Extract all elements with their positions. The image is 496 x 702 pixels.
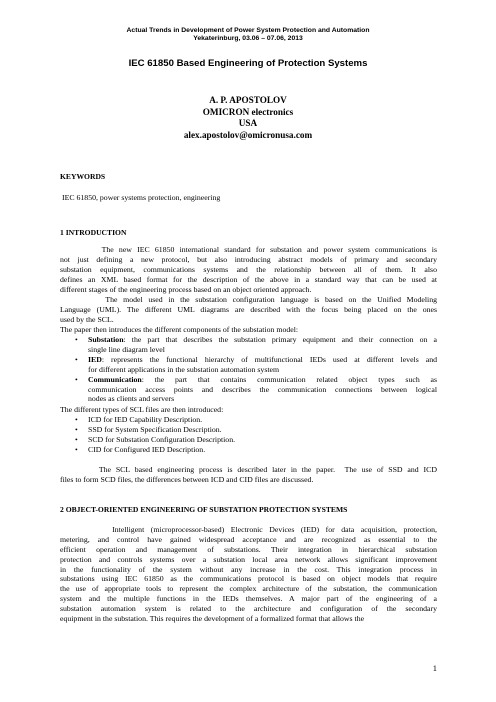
component-line xyxy=(88,345,437,355)
paragraph-line: The paper then introduces the different components of the substation model: xyxy=(60,325,299,334)
paragraph-line: system and the multiple functions in the IEDs themselves. A major part of the engineering of a xyxy=(60,594,437,604)
section1-heading: 1 INTRODUCTION xyxy=(60,228,127,237)
section1-paragraph1 xyxy=(60,245,437,294)
component-line xyxy=(88,335,437,345)
component-list-item xyxy=(60,335,437,355)
scl-file-description: SSD for System Specification Description. xyxy=(88,424,222,434)
component-description: single line diagram level xyxy=(88,344,165,354)
paragraph-line: Intelligent (microprocessor-based) Electronic Devices (IED) for data acquisition, protection, xyxy=(60,525,437,534)
keywords-text xyxy=(62,193,439,203)
paragraph-line: The model used in the substation configuration language is based on the Unified Modeling xyxy=(60,295,437,304)
paragraph-line: equipment in the substation. This requires the development of a formalized format that allows the xyxy=(60,614,365,624)
component-line xyxy=(88,365,437,375)
component-line xyxy=(88,385,437,395)
bullet-icon: • xyxy=(75,415,78,424)
paragraph-line: The new IEC 61850 international standard for substation and power system communications is xyxy=(60,245,437,254)
author-organization: OMICRON electronics xyxy=(202,106,294,117)
paragraph-line: metering, and control have gained widespread acceptance and are recognized as essential to the xyxy=(60,534,437,544)
paragraph-line: defines an XML based format for the description of the above in a standard way that can be used at xyxy=(60,274,437,284)
component-description: : represents the functional hierarchy of multifunctional IEDs used at different levels and xyxy=(101,354,437,364)
component-description: communication access points and describes the communication connections between logical xyxy=(88,384,437,394)
scl-file-types-list xyxy=(60,415,437,455)
paragraph-line: substation automation system is related to the architecture and configuration of the secondary xyxy=(60,604,437,614)
component-description: for different applications in the substation automation system xyxy=(88,364,280,374)
author-country: USA xyxy=(238,118,258,128)
paragraph-line: the use of appropriate tools to represent the complex architecture of the substation, the communication xyxy=(60,584,437,594)
component-list-item xyxy=(60,375,437,405)
paragraph-line: The SCL based engineering process is described later in the paper. The use of SSD and ICD xyxy=(60,465,437,474)
paragraph-line: The different types of SCL files are then introduced: xyxy=(60,405,224,414)
paragraph-line: protection and controls systems over a substation local area network allows significant improvement xyxy=(60,554,437,564)
component-line xyxy=(88,394,437,404)
scl-file-description: SCD for Substation Configuration Description. xyxy=(88,434,236,444)
bullet-icon: • xyxy=(75,354,78,364)
paragraph-line: Language (UML). The different UML diagrams are described with the focus being placed on the ones xyxy=(60,304,437,314)
paragraph-line: not just defining a new protocol, but also introducing abstract models of primary and secondary xyxy=(60,254,437,264)
bullet-icon: • xyxy=(75,434,78,444)
keywords-heading: KEYWORDS xyxy=(60,172,106,181)
author-email: alex.apostolov@omicronusa.com xyxy=(183,129,313,140)
section2-paragraph1 xyxy=(60,525,437,624)
paragraph-line: in the functionality of the system without any increase in the cost. This integration process in xyxy=(60,564,437,574)
paragraph-line: different stages of the engineering process based on an object oriented approach. xyxy=(60,284,312,294)
scl-file-description: ICD for IED Capability Description. xyxy=(88,415,203,424)
component-line xyxy=(88,375,437,385)
component-description: nodes as clients and servers xyxy=(88,394,175,404)
component-description: : the part that describes the substation primary equipment and their connection on a xyxy=(123,335,437,344)
paper-title: IEC 61850 Based Engineering of Protection Systems xyxy=(128,58,368,69)
bullet-icon: • xyxy=(75,374,78,384)
keywords-line: IEC 61850, power systems protection, engineering xyxy=(62,193,221,202)
running-header-line1: Actual Trends in Development of Power System Protection and Automation xyxy=(126,27,370,34)
scl-file-list-item xyxy=(60,435,437,445)
component-term: IED xyxy=(88,354,102,364)
component-description: : the part that contains communication related object types such as xyxy=(141,374,437,384)
section1-paragraph2 xyxy=(60,295,437,325)
paragraph-line: substation equipment, communications systems and the relationship between all of them. It also xyxy=(60,264,437,274)
section2-heading: 2 OBJECT-ORIENTED ENGINEERING OF SUBSTATION PROTECTION SYSTEMS xyxy=(60,505,348,514)
scl-file-description: CID for Configured IED Description. xyxy=(88,444,206,454)
section1-paragraph3 xyxy=(60,325,437,335)
paragraph-line: files to form SCD files, the differences between ICD and CID files are discussed. xyxy=(60,474,314,484)
section1-paragraph5 xyxy=(60,465,437,485)
bullet-icon: • xyxy=(75,335,78,344)
author-name: A. P. APOSTOLOV xyxy=(209,95,287,105)
scl-file-list-item xyxy=(60,415,437,425)
scl-file-list-item xyxy=(60,445,437,455)
scl-file-list-item xyxy=(60,425,437,435)
paragraph-line: used by the SCL. xyxy=(60,314,114,324)
paragraph-line: substations using IEC 61850 as the communications protocol is based on object models that require xyxy=(60,574,437,584)
section1-paragraph4 xyxy=(60,405,437,415)
page-number: 1 xyxy=(432,663,437,673)
paragraph-line: efficient operation and management of substations. Their integration in hierarchical substation xyxy=(60,544,437,554)
component-term: Substation xyxy=(88,335,124,344)
component-line xyxy=(88,355,437,365)
substation-components-list xyxy=(60,335,437,404)
running-header-line2: Yekaterinburg, 03.06 – 07.06, 2013 xyxy=(193,35,303,42)
component-list-item xyxy=(60,355,437,375)
component-term: Communication xyxy=(88,374,142,384)
bullet-icon: • xyxy=(75,444,78,454)
bullet-icon: • xyxy=(75,424,78,434)
